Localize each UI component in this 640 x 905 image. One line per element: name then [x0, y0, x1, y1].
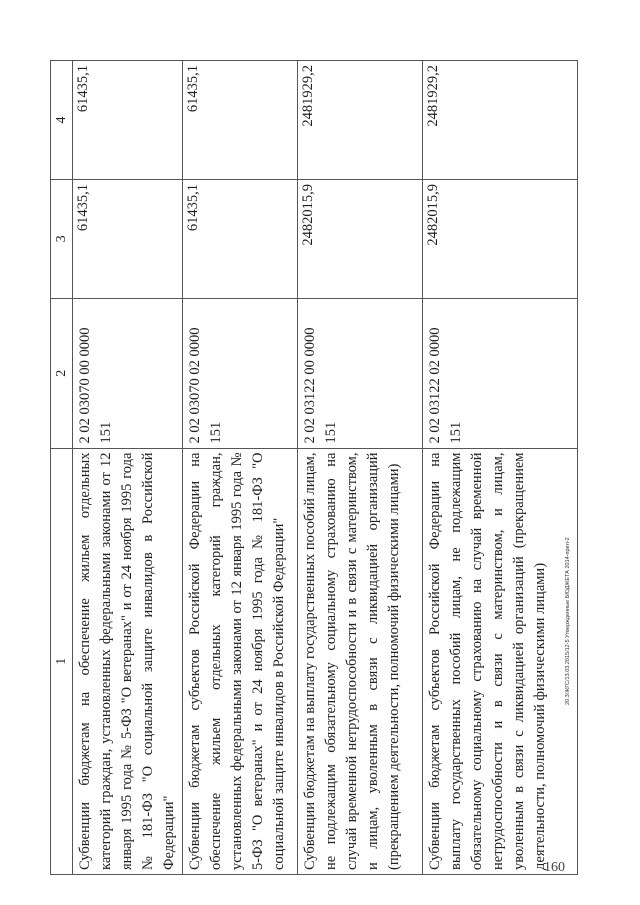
- row-name: Субвенции бюджетам на обеспечение жильем отдельных категорий граждан, установленных федеральными законами от 12 января 1995 года № 5-ФЗ "О ветеранах" и от 24 ноября 1995 года № 181-ФЗ "О социальной защите инвалидов в Российской Федерации": [73, 448, 183, 874]
- footer-file-reference: 20.3/ЖГС/13.03.2015/12-5 Утвержденные БЮДЖЕТА 2014-прил-2: [565, 537, 571, 705]
- row-value-col4: 61435,1: [183, 61, 298, 180]
- row-code: 2 02 03070 02 0000 151: [183, 298, 298, 448]
- header-col-3: 3: [51, 179, 73, 298]
- row-name: Субвенции бюджетам на выплату государственных пособий лицам, не подлежащим обязательному социальному страхованию на случай временной нетрудоспособности и в связи с материнством, и лицам, уволенным в связи с ликвидацией организаций (прекращением деятельности, полномочий физическими лицами): [298, 448, 423, 874]
- rotated-page: [50, 45, 610, 875]
- row-value-col4: 2481929,2: [298, 61, 423, 180]
- table-row: [183, 61, 298, 875]
- row-name: Субвенции бюджетам субъектов Российской Федерации на выплату государственных пособий лицам, не подлежащим обязательному социальному страхованию на случай временной нетрудоспособности и в связи с материнством, и лицам, уволенным в связи с ликвидацией организаций (прекращением деятельности, полномочий физическими лицами): [423, 448, 578, 874]
- table-header-row: [51, 61, 73, 875]
- row-value-col4: 2481929,2: [423, 61, 578, 180]
- table-row: [73, 61, 183, 875]
- row-code: 2 02 03122 02 0000 151: [423, 298, 578, 448]
- row-code: 2 02 03122 00 0000 151: [298, 298, 423, 448]
- page-number: 160: [544, 860, 565, 875]
- header-col-1: 1: [51, 448, 73, 874]
- header-col-4: 4: [51, 61, 73, 180]
- row-value-col3: 2482015,9: [298, 179, 423, 298]
- budget-table: [50, 60, 578, 875]
- table-row: [423, 61, 578, 875]
- header-col-2: 2: [51, 298, 73, 448]
- row-code: 2 02 03070 00 0000 151: [73, 298, 183, 448]
- row-value-col3: 61435,1: [183, 179, 298, 298]
- row-value-col4: 61435,1: [73, 61, 183, 180]
- row-value-col3: 61435,1: [73, 179, 183, 298]
- row-name: Субвенции бюджетам субъектов Российской Федерации на обеспечение жильем отдельных категорий граждан, установленных федеральными законами от 12 января 1995 года № 5-ФЗ "О ветеранах" и от 24 ноября 1995 года № 181-ФЗ "О социальной защите инвалидов в Российской Федерации": [183, 448, 298, 874]
- table-row: [298, 61, 423, 875]
- row-value-col3: 2482015,9: [423, 179, 578, 298]
